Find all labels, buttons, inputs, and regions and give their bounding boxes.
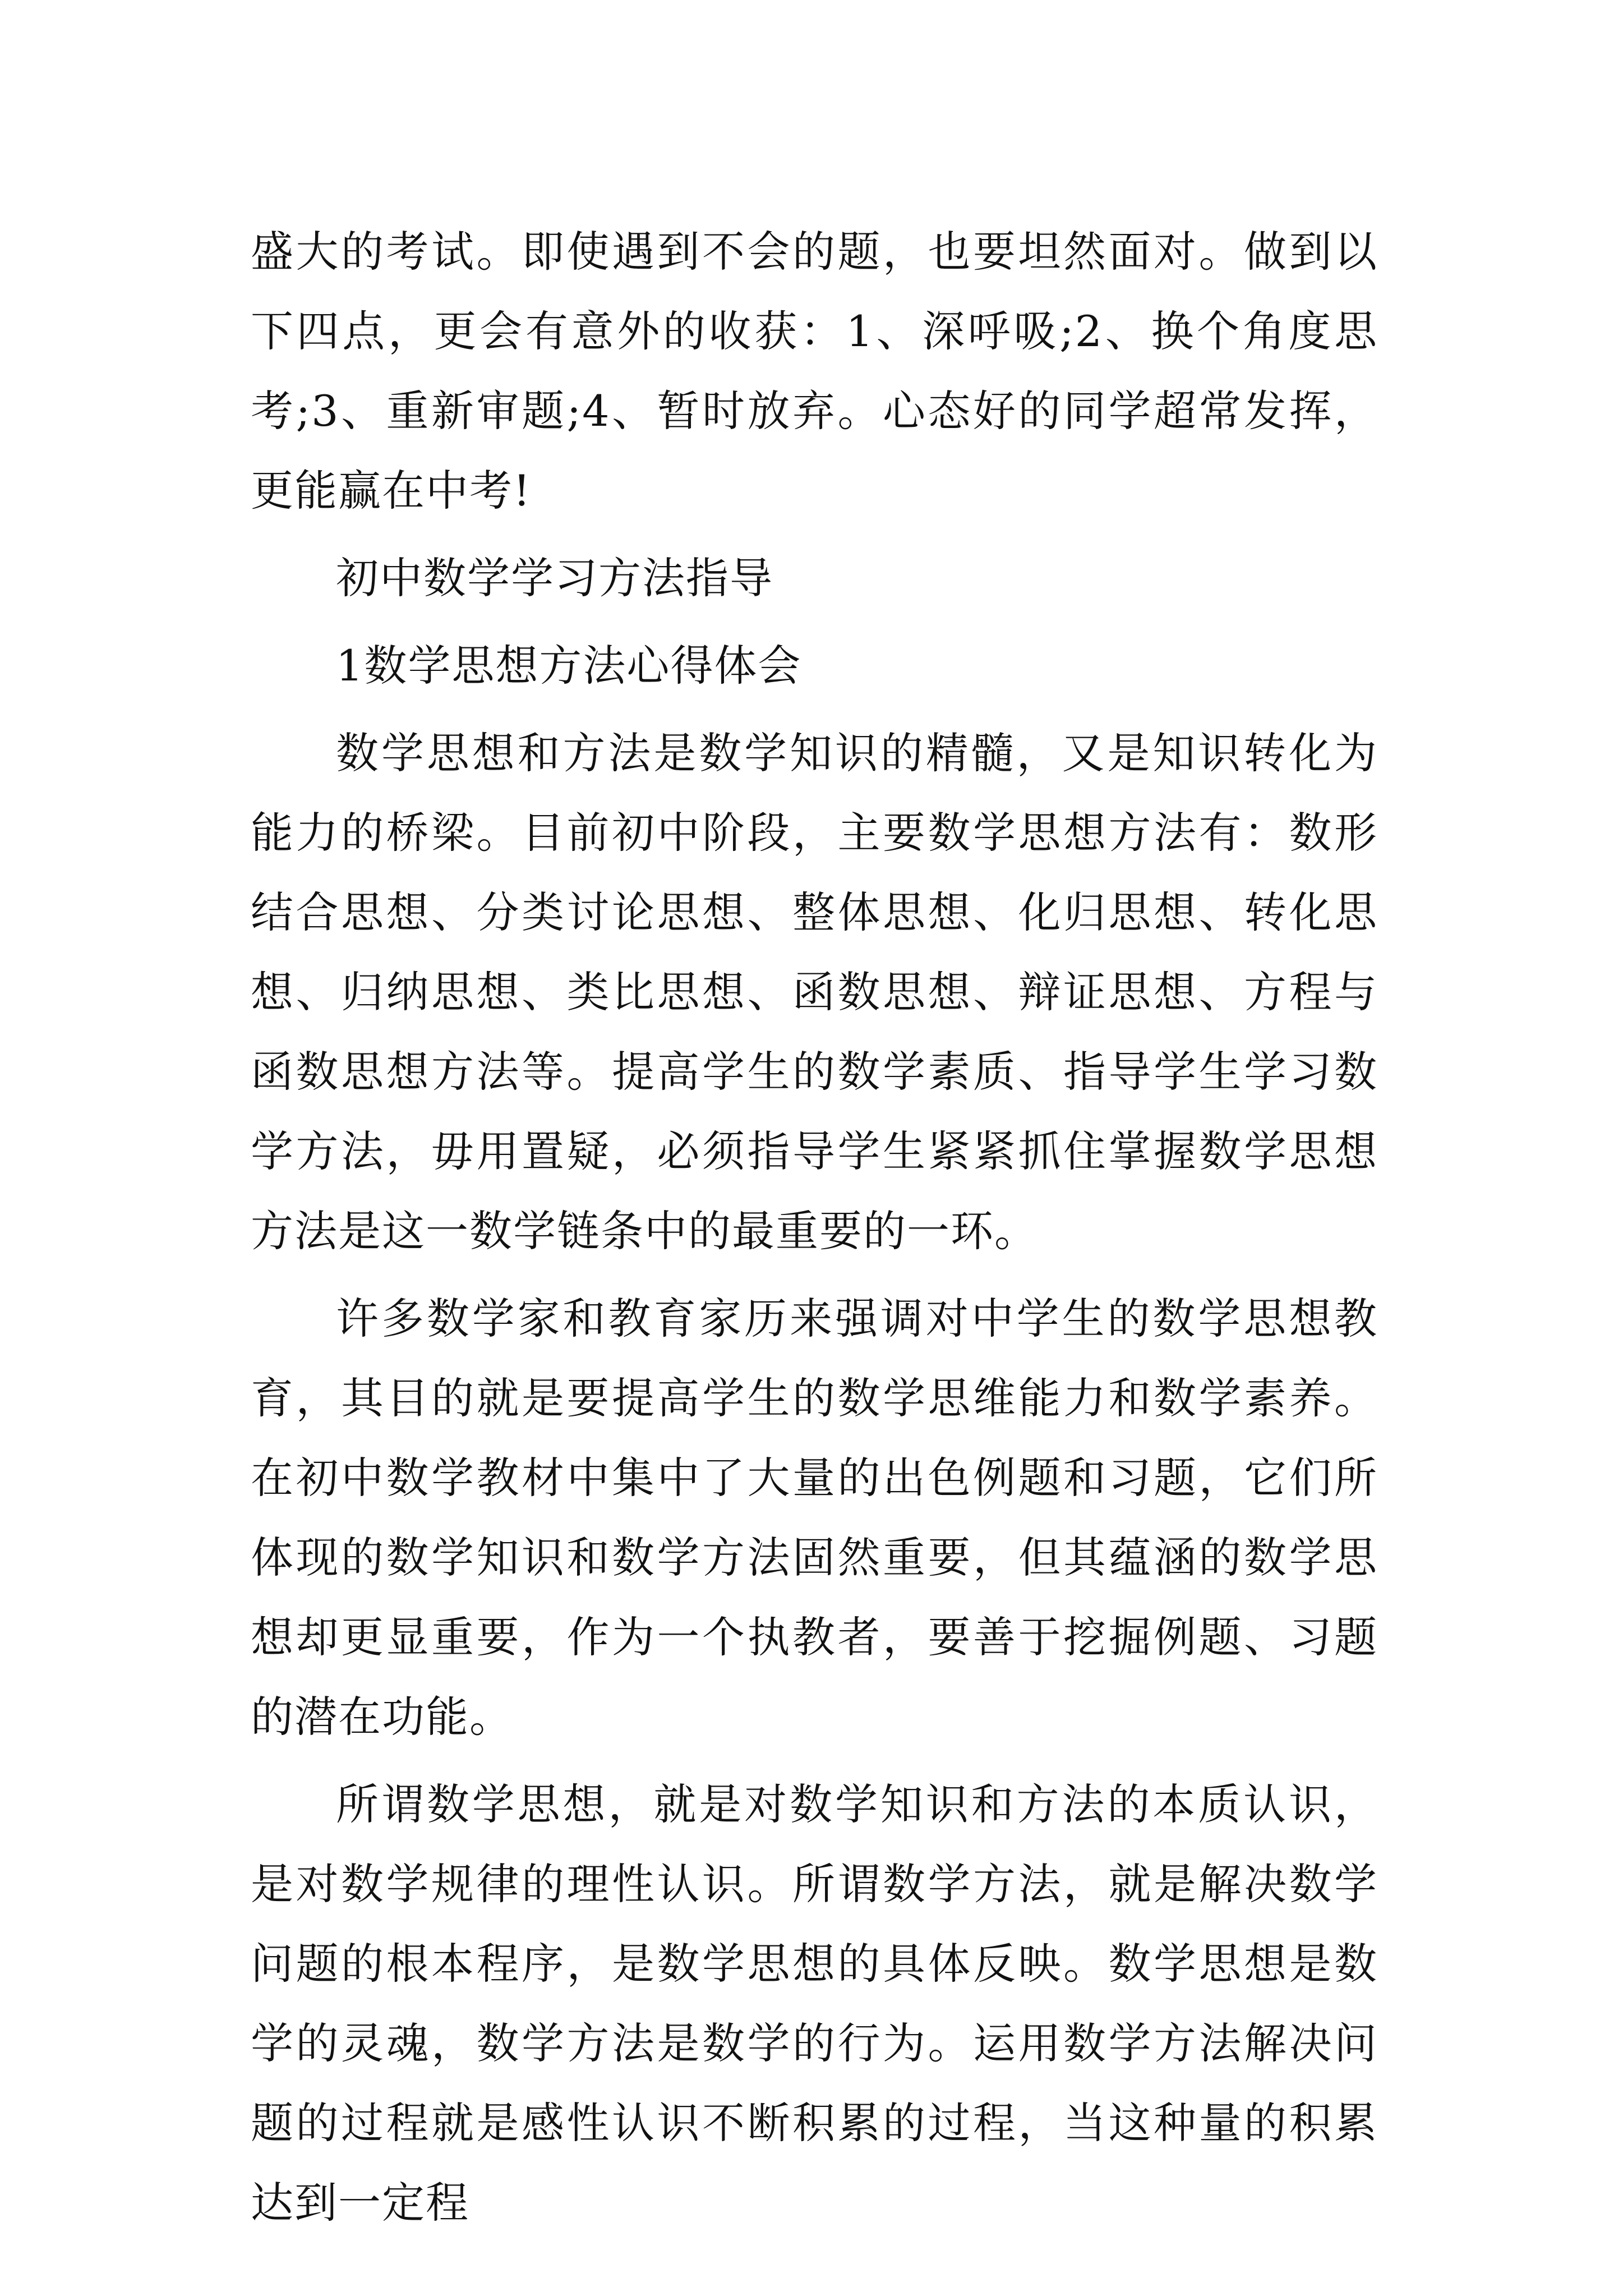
subsection-heading: 1数学思想方法心得体会: [336, 641, 802, 691]
document-body: [251, 212, 1378, 2243]
paragraph-exam-mindset: 盛大的考试。即使遇到不会的题，也要坦然面对。做到以下四点，更会有意外的收获：1、深呼吸;2、换个角度思考;3、重新审题;4、暂时放弃。心态好的同学超常发挥，更能赢在中考!: [251, 227, 1378, 516]
section-heading: 初中数学学习方法指导: [336, 553, 773, 603]
paragraph-definition: 所谓数学思想，就是对数学知识和方法的本质认识，是对数学规律的理性认识。所谓数学方法，就是解决数学问题的根本程序，是数学思想的具体反映。数学思想是数学的灵魂，数学方法是数学的行为。运用数学方法解决问题的过程就是感性认识不断积累的过程，当这种量的积累达到一定程: [251, 1779, 1378, 2228]
paragraph-educators-emphasis: 许多数学家和教育家历来强调对中学生的数学思想教育，其目的就是要提高学生的数学思维能力和数学素养。在初中数学教材中集中了大量的出色例题和习题，它们所体现的数学知识和数学方法固然重要，但其蕴涵的数学思想却更显重要，作为一个执教者，要善于挖掘例题、习题的潜在功能。: [251, 1294, 1378, 1742]
paragraph-math-thinking-methods: 数学思想和方法是数学知识的精髓，又是知识转化为能力的桥梁。目前初中阶段，主要数学思想方法有：数形结合思想、分类讨论思想、整体思想、化归思想、转化思想、归纳思想、类比思想、函数思想、辩证思想、方程与函数思想方法等。提高学生的数学素质、指导学生学习数学方法，毋用置疑，必须指导学生紧紧抓住掌握数学思想方法是这一数学链条中的最重要的一环。: [251, 728, 1378, 1256]
